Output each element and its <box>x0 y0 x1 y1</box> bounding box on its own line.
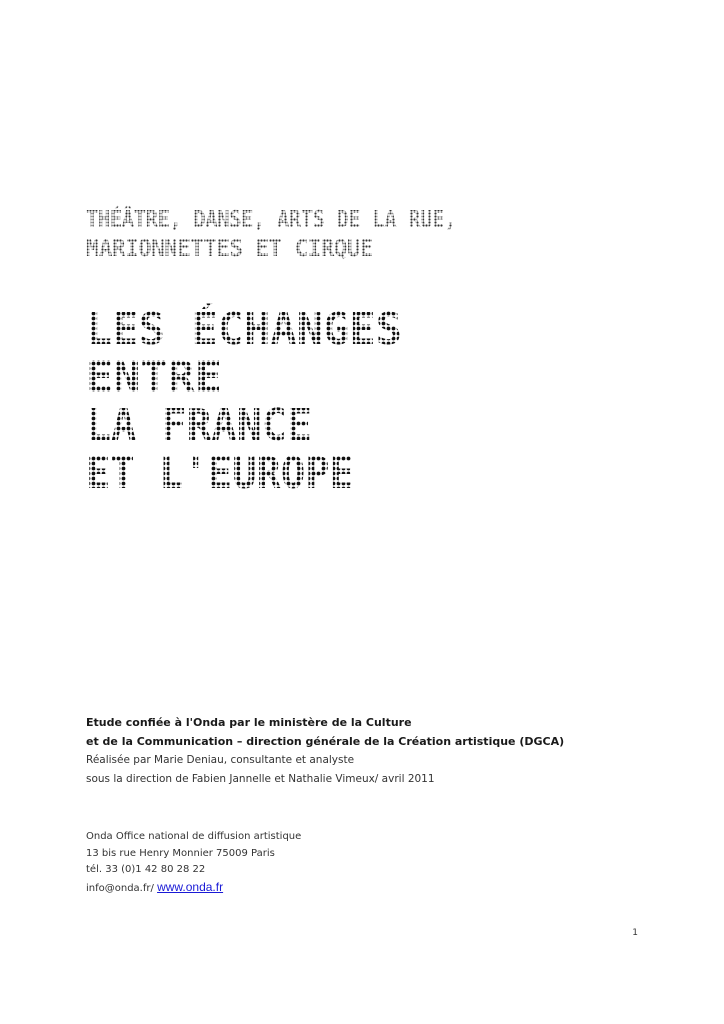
address-block <box>86 829 301 897</box>
address-phone: tél. 33 (0)1 42 80 28 22 <box>86 864 206 875</box>
study-line-ministry: et de la Communication – direction générale de la Création artistique (DGCA) <box>86 735 565 748</box>
address-street: 13 bis rue Henry Monnier 75009 Paris <box>86 847 275 859</box>
study-line-author: Réalisée par Marie Deniau, consultante et analyste <box>86 754 355 766</box>
page-number: 1 <box>632 928 638 938</box>
cover-title-line-1 <box>86 296 87 297</box>
study-line-direction: sous la direction de Fabien Jannelle et Nathalie Vimeux/ avril 2011 <box>86 773 435 785</box>
website-link[interactable]: www.onda.fr <box>157 879 224 894</box>
cover-subtitle-svg <box>86 200 466 262</box>
cover-subtitle <box>86 200 466 262</box>
cover-title <box>86 296 416 496</box>
cover-subtitle-line-1 <box>86 200 87 201</box>
address-contact-line <box>86 879 301 898</box>
cover-title-svg <box>86 296 416 496</box>
address-org: Onda Office national de diffusion artistique <box>86 831 302 842</box>
study-line-commission: Etude confiée à l'Onda par le ministère de la Culture <box>86 716 412 729</box>
address-email[interactable]: info@onda.fr/ <box>86 882 154 894</box>
study-credits <box>86 713 564 789</box>
